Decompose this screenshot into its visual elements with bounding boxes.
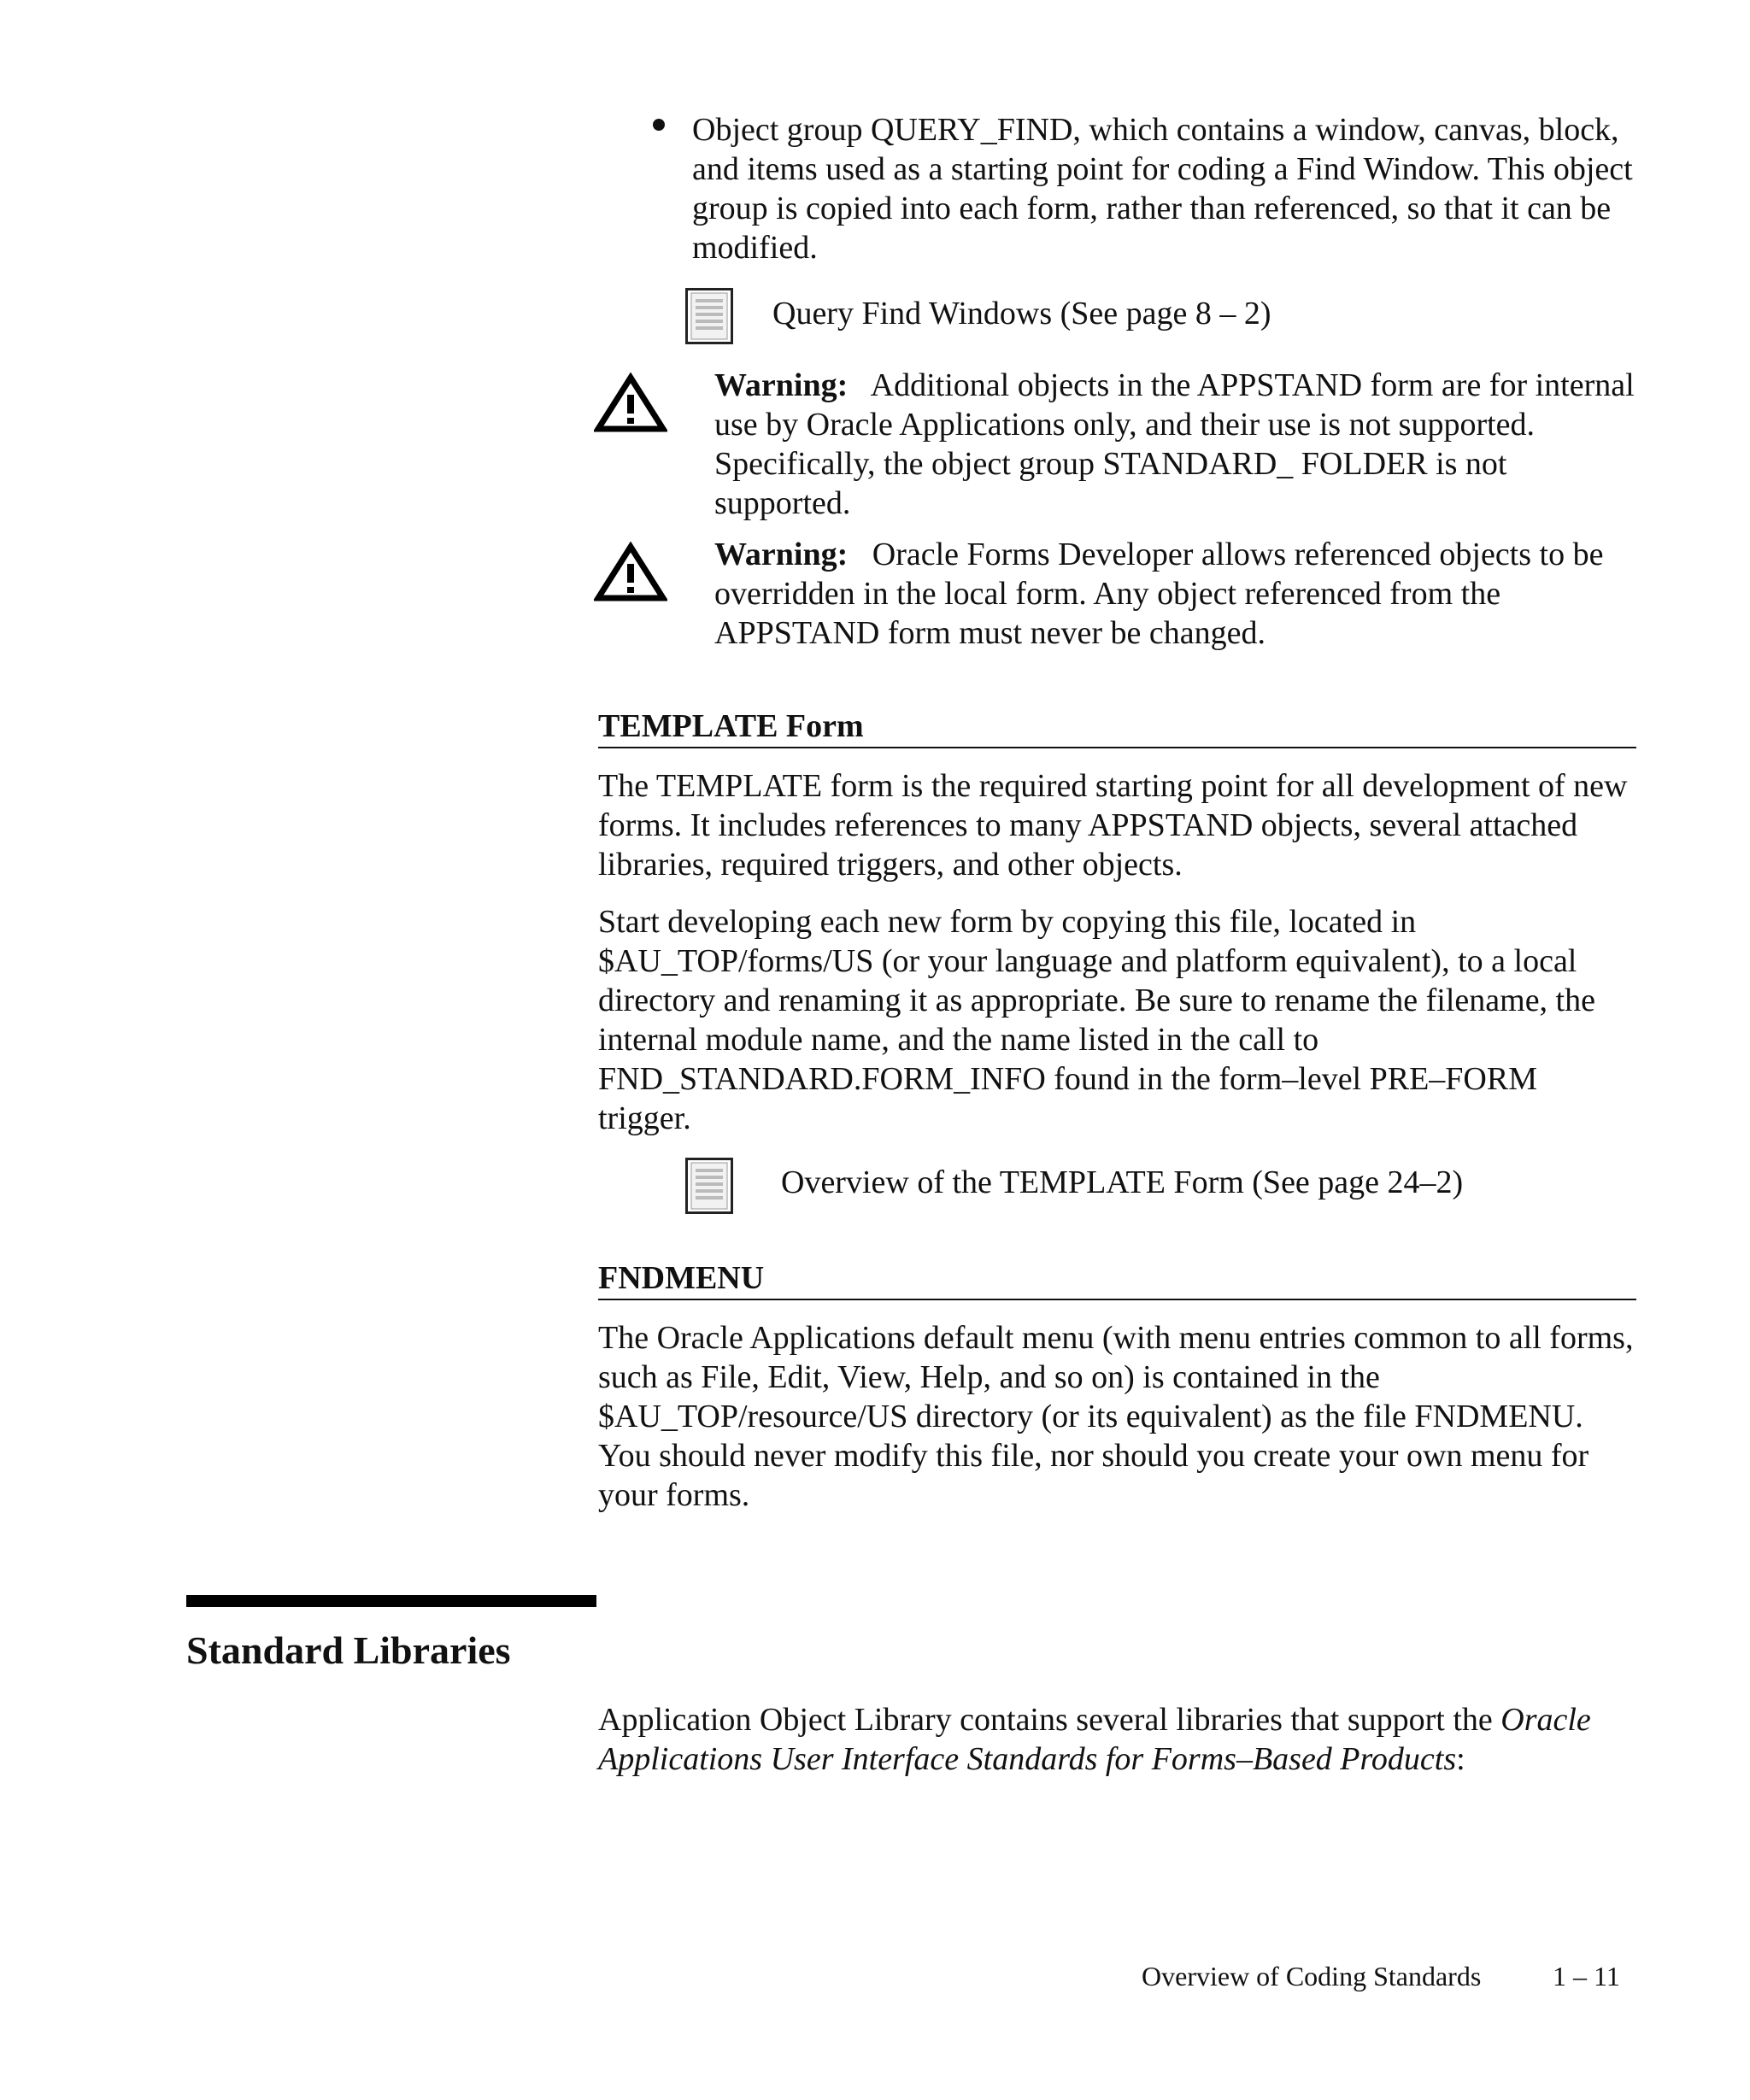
warning-label: Warning: <box>714 367 849 403</box>
warning-triangle-icon <box>594 372 667 434</box>
paragraph-standard-libraries <box>598 1700 1636 1779</box>
warning-text: Oracle Forms Developer allows referenced objects to be overridden in the local form. Any object referenced from the APPSTAND form must never be changed. <box>714 537 1604 651</box>
link-query-find-windows[interactable]: Query Find Windows (See page 8 – 2) <box>772 296 1271 331</box>
warning-label: Warning: <box>714 537 849 572</box>
link-overview-template-form[interactable]: Overview of the TEMPLATE Form (See page 24–2) <box>781 1164 1464 1200</box>
heading-standard-libraries: Standard Libraries <box>186 1628 511 1672</box>
warning-triangle-icon <box>594 542 667 603</box>
bullet-marker <box>653 119 665 131</box>
book-title: Oracle Applications User Interface Standards for Forms–Based Products <box>598 1702 1591 1777</box>
paragraph-template-intro: The TEMPLATE form is the required starting point for all development of new forms. It includes references to many APPSTAND objects, several attached libraries, required triggers, and other objects. <box>598 768 1628 883</box>
heading-fndmenu: FNDMENU <box>598 1260 765 1296</box>
intro-text: Application Object Library contains several libraries that support the <box>598 1702 1501 1738</box>
warning-appstand-internal <box>714 366 1637 523</box>
bullet-query-find: Object group QUERY_FIND, which contains a window, canvas, block, and items used as a starting point for coding a Find Window. This object group is copied into each form, rather than referenced, so that it can be modified. <box>692 112 1633 266</box>
footer-chapter-title: Overview of Coding Standards <box>1142 1961 1482 1991</box>
footer-page-number: 1 – 11 <box>1553 1961 1620 1991</box>
paragraph-fndmenu: The Oracle Applications default menu (with menu entries common to all forms, such as File, Edit, View, Help, and so on) is contained in the $AU_TOP/resource/US directory (or its equivalent) as the file FNDMENU. You should never modify this file, nor should you create your own menu for your forms. <box>598 1320 1634 1513</box>
heading-rule <box>598 747 1636 748</box>
paragraph-template-copy: Start developing each new form by copying this file, located in $AU_TOP/forms/US (or your language and platform equivalent), to a local directory and renaming it as appropriate. Be sure to rename the filename, the internal module name, and the name listed in the call to FND_STANDARD.FORM_INFO found in the form–level PRE–FORM trigger. <box>598 904 1595 1136</box>
heading-template-form: TEMPLATE Form <box>598 708 864 744</box>
warning-text: Additional objects in the APPSTAND form are for internal use by Oracle Applications only, and their use is not supported. Specifically, the object group STANDARD_ FOLDER is not supported. <box>714 367 1635 521</box>
document-icon[interactable] <box>685 288 733 344</box>
intro-punctuation: : <box>1456 1741 1465 1777</box>
heading-rule <box>598 1299 1636 1300</box>
document-icon[interactable] <box>685 1158 733 1214</box>
section-divider-bar <box>186 1595 596 1607</box>
warning-referenced-objects <box>714 535 1637 653</box>
